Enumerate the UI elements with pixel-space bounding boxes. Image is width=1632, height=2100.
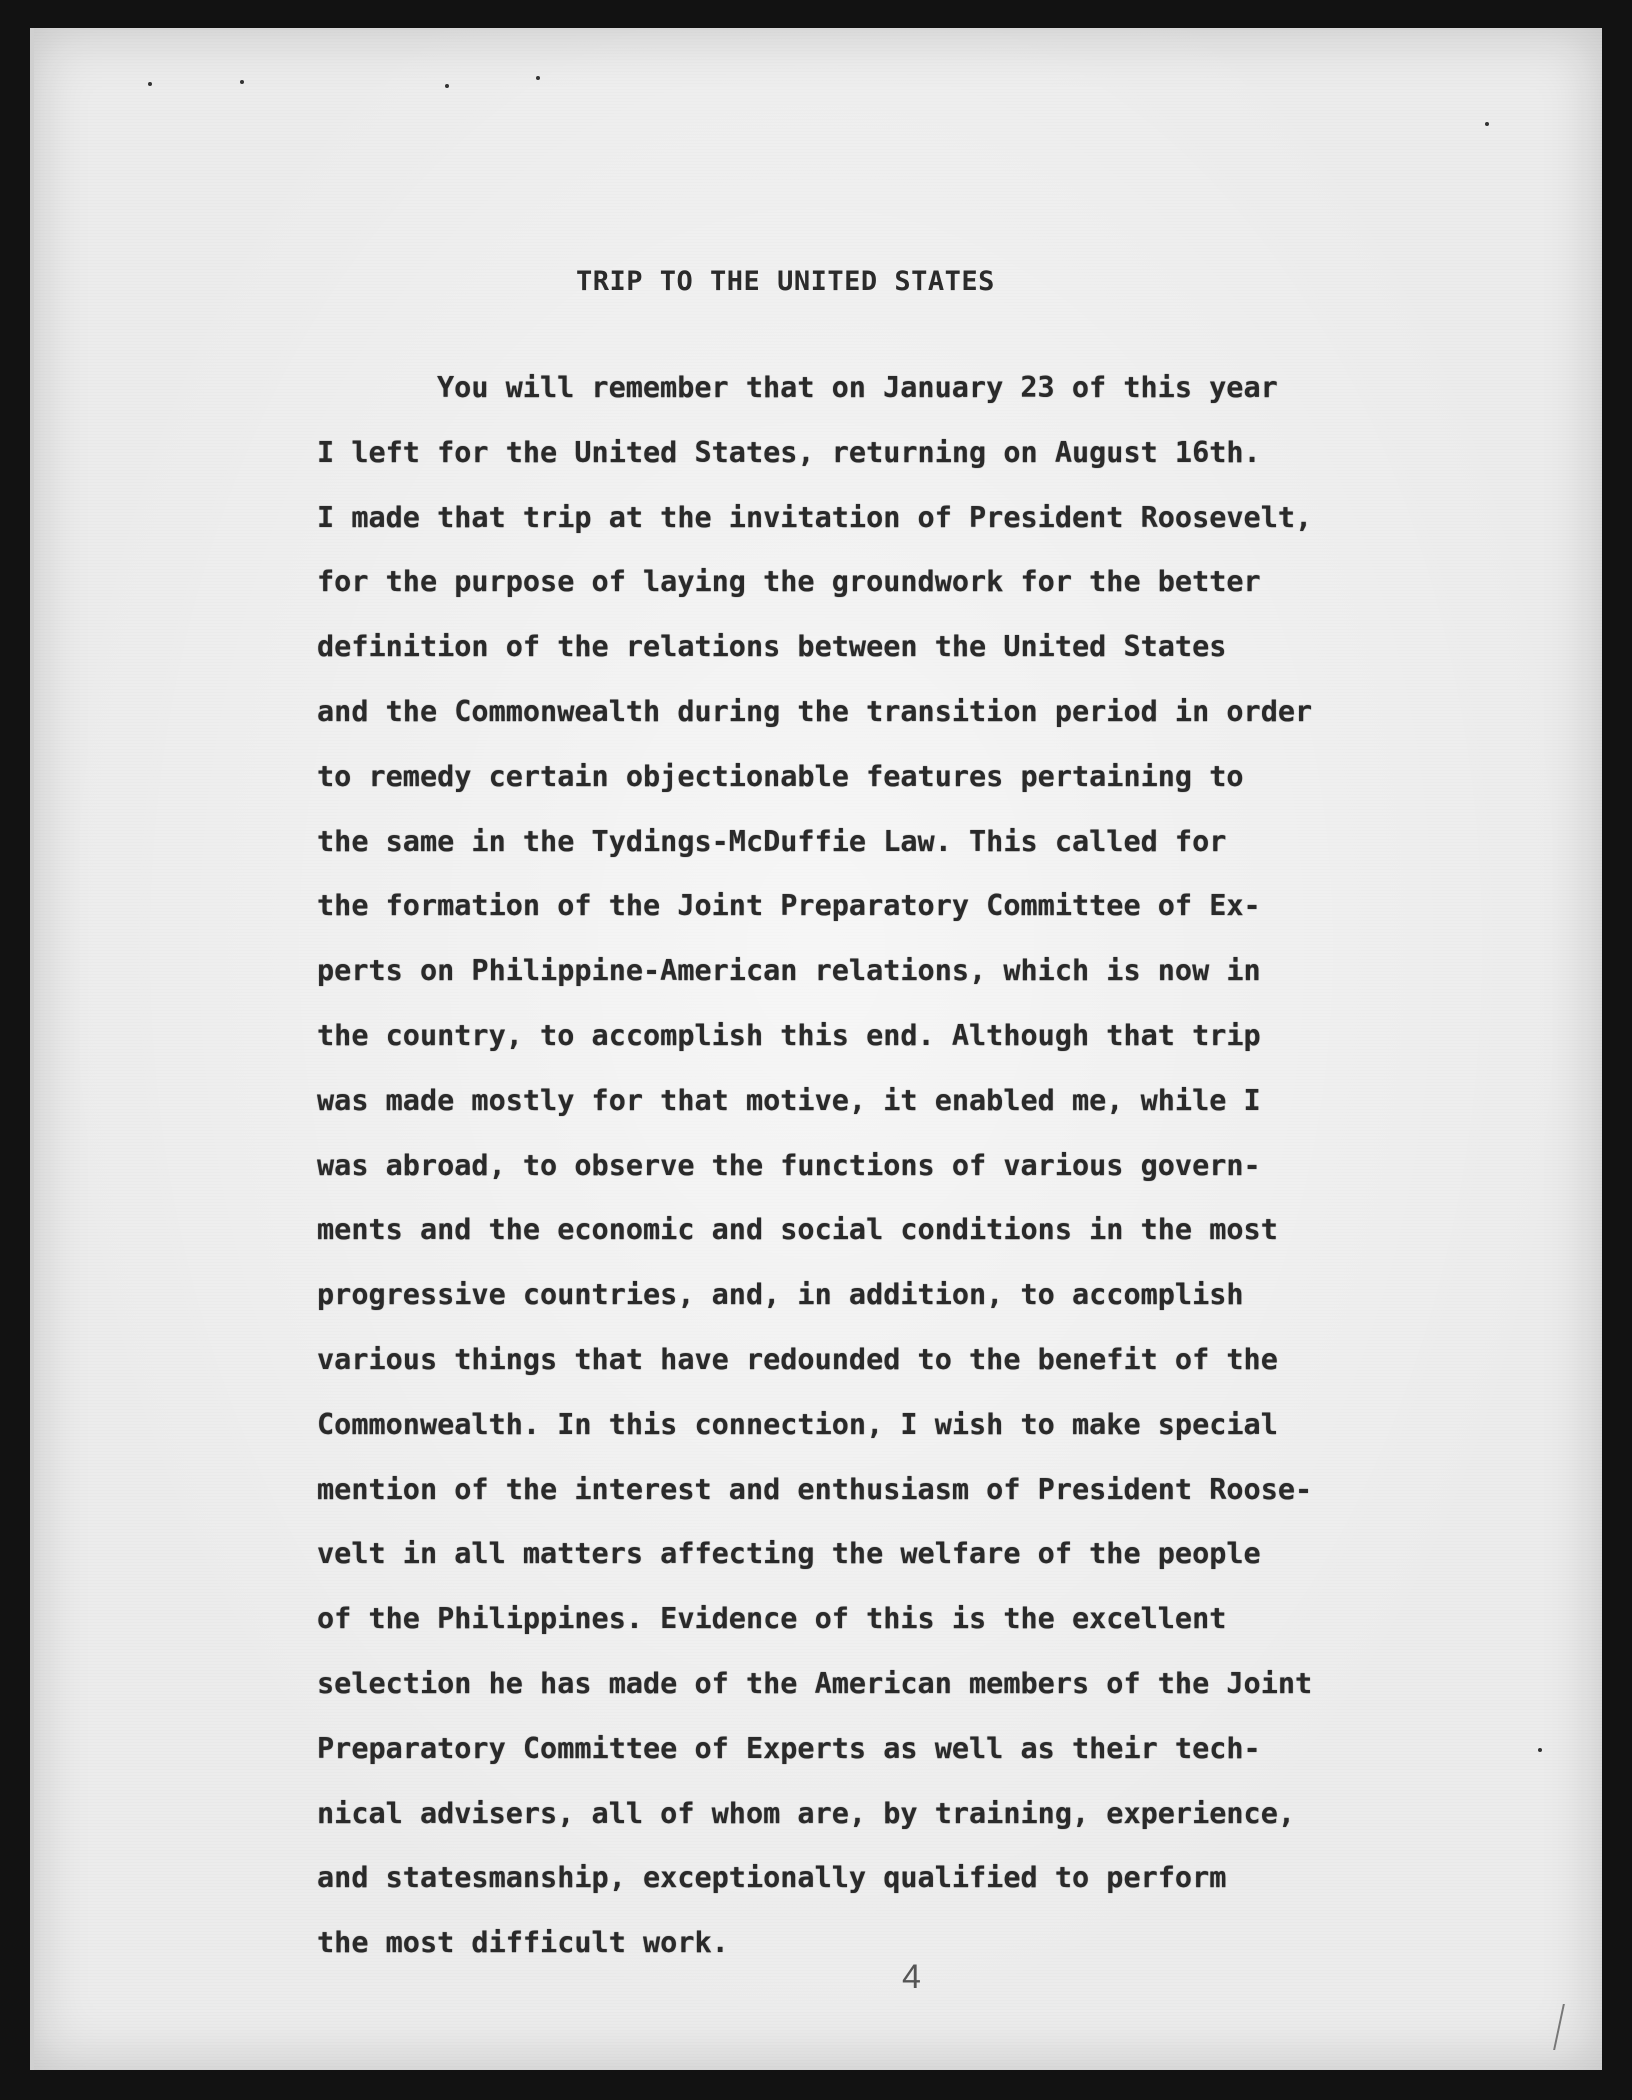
body-paragraph <box>317 356 1457 1976</box>
text-line: was abroad, to observe the functions of various govern- <box>317 1148 1261 1182</box>
document-title: TRIP TO THE UNITED STATES <box>576 266 995 297</box>
page-number: 4 <box>902 1958 921 1996</box>
text-line: I made that trip at the invitation of President Roosevelt, <box>317 500 1313 534</box>
speck <box>445 84 449 88</box>
text-line: Commonwealth. In this connection, I wish to make special <box>317 1407 1278 1441</box>
text-line: the same in the Tydings-McDuffie Law. This called for <box>317 824 1227 858</box>
text-line: definition of the relations between the United States <box>317 630 1227 664</box>
text-line: for the purpose of laying the groundwork for the better <box>317 565 1261 599</box>
text-line: nical advisers, all of whom are, by training, experience, <box>317 1796 1296 1830</box>
speck <box>148 82 152 86</box>
text-line: and the Commonwealth during the transition period in order <box>317 694 1313 728</box>
speck <box>240 80 244 84</box>
text-line: You will remember that on January 23 of this year <box>437 371 1278 404</box>
text-line: to remedy certain objectionable features pertaining to <box>317 759 1244 793</box>
speck <box>1538 1748 1542 1752</box>
text-line: velt in all matters affecting the welfare of the people <box>317 1537 1261 1571</box>
text-line: Preparatory Committee of Experts as well as their tech- <box>317 1731 1261 1765</box>
text-line: mention of the interest and enthusiasm of President Roose- <box>317 1472 1313 1506</box>
speck <box>536 76 540 80</box>
text-line: and statesmanship, exceptionally qualified to perform <box>317 1861 1227 1895</box>
text-line: progressive countries, and, in addition, to accomplish <box>317 1278 1244 1312</box>
speck <box>1485 122 1489 126</box>
text-line: I left for the United States, returning on August 16th. <box>317 435 1261 469</box>
text-line: ments and the economic and social conditions in the most <box>317 1213 1278 1247</box>
text-line: the country, to accomplish this end. Although that trip <box>317 1018 1261 1052</box>
text-line: was made mostly for that motive, it enabled me, while I <box>317 1083 1261 1117</box>
text-line: selection he has made of the American members of the Joint <box>317 1666 1313 1700</box>
text-line: the formation of the Joint Preparatory Committee of Ex- <box>317 889 1261 923</box>
text-line: various things that have redounded to the benefit of the <box>317 1342 1278 1376</box>
text-line: of the Philippines. Evidence of this is the excellent <box>317 1602 1227 1636</box>
text-line: perts on Philippine-American relations, which is now in <box>317 954 1261 988</box>
text-line: the most difficult work. <box>317 1926 729 1960</box>
page-edge <box>30 28 34 2070</box>
